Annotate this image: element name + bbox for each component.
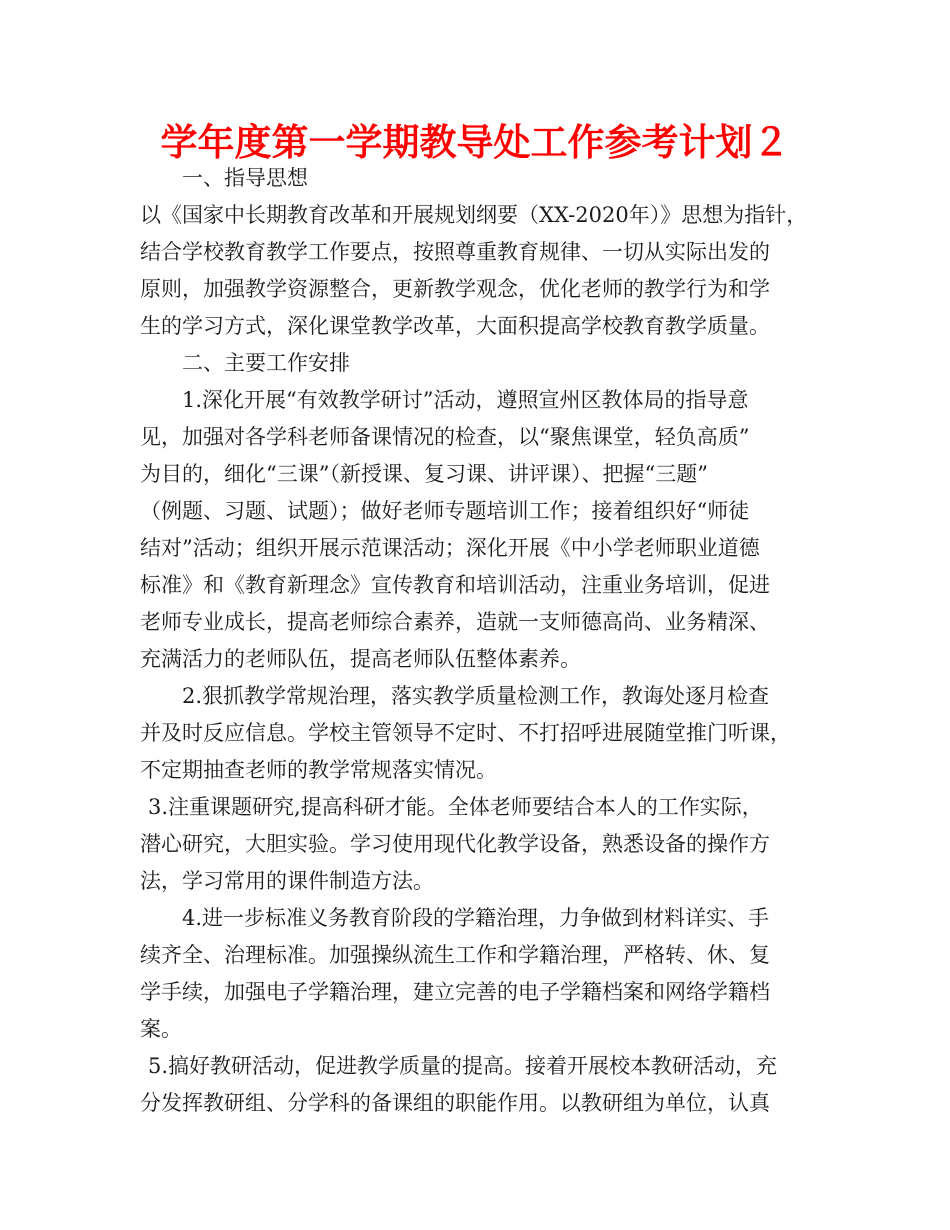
paragraph-line: 标准》和《教育新理念》宣传教育和培训活动，注重业务培训，促进 — [140, 573, 770, 597]
paragraph-line: （例题、习题、试题）；做好老师专题培训工作；接着组织好“师徒 — [140, 499, 750, 523]
paragraph-line: 潜心研究，大胆实验。学习使用现代化教学设备，熟悉设备的操作方 — [140, 832, 770, 856]
paragraph-line: 结对”活动；组织开展示范课活动；深化开展《中小学老师职业道德 — [140, 536, 760, 560]
paragraph-line: 分发挥教研组、分学科的备课组的职能作用。以教研组为单位，认真 — [140, 1091, 770, 1115]
section-heading-guiding-ideology: 一、指导思想 — [182, 166, 308, 190]
paragraph-line: 2.狠抓教学常规治理，落实教学质量检测工作，教诲处逐月检查 — [182, 684, 770, 708]
paragraph-line: 结合学校教育教学工作要点，按照尊重教育规律、一切从实际出发的 — [140, 240, 770, 264]
paragraph-line: 4.进一步标准义务教育阶段的学籍治理，力争做到材料详实、手 — [182, 906, 770, 930]
paragraph-line: 老师专业成长，提高老师综合素养，造就一支师德高尚、业务精深、 — [140, 610, 770, 634]
paragraph-line: 以《国家中长期教育改革和开展规划纲要（XX-2020年）》思想为指针， — [140, 203, 808, 227]
paragraph-line: 见，加强对各学科老师备课情况的检查，以“聚焦课堂，轻负高质” — [140, 425, 750, 449]
section-heading-work-arrangement: 二、主要工作安排 — [182, 351, 350, 375]
paragraph-line: 为目的，细化“三课”（新授课、复习课、讲评课）、把握“三题” — [140, 462, 708, 486]
paragraph-line: 生的学习方式，深化课堂教学改革，大面积提高学校教育教学质量。 — [140, 314, 770, 338]
paragraph-line: 案。 — [140, 1017, 182, 1041]
paragraph-line: 原则，加强教学资源整合，更新教学观念，优化老师的教学行为和学 — [140, 277, 770, 301]
paragraph-line: 学手续，加强电子学籍治理，建立完善的电子学籍档案和网络学籍档 — [140, 980, 770, 1004]
paragraph-line: 不定期抽查老师的教学常规落实情况。 — [140, 758, 497, 782]
paragraph-line: 5.搞好教研活动，促进教学质量的提高。接着开展校本教研活动，充 — [148, 1054, 778, 1078]
paragraph-line: 1.深化开展“有效教学研讨”活动，遵照宣州区教体局的指导意 — [182, 388, 749, 412]
paragraph-line: 充满活力的老师队伍，提高老师队伍整体素养。 — [140, 647, 581, 671]
paragraph-line: 续齐全、治理标准。加强操纵流生工作和学籍治理，严格转、休、复 — [140, 943, 770, 967]
document-body — [140, 160, 820, 1122]
paragraph-line: 并及时反应信息。学校主管领导不定时、不打招呼进展随堂推门听课， — [140, 721, 791, 745]
document-title: 学年度第一学期教导处工作参考计划２ — [160, 121, 790, 164]
paragraph-line: 法，学习常用的课件制造方法。 — [140, 869, 434, 893]
paragraph-line: 3.注重课题研究,提高科研才能。全体老师要结合本人的工作实际， — [148, 795, 763, 819]
